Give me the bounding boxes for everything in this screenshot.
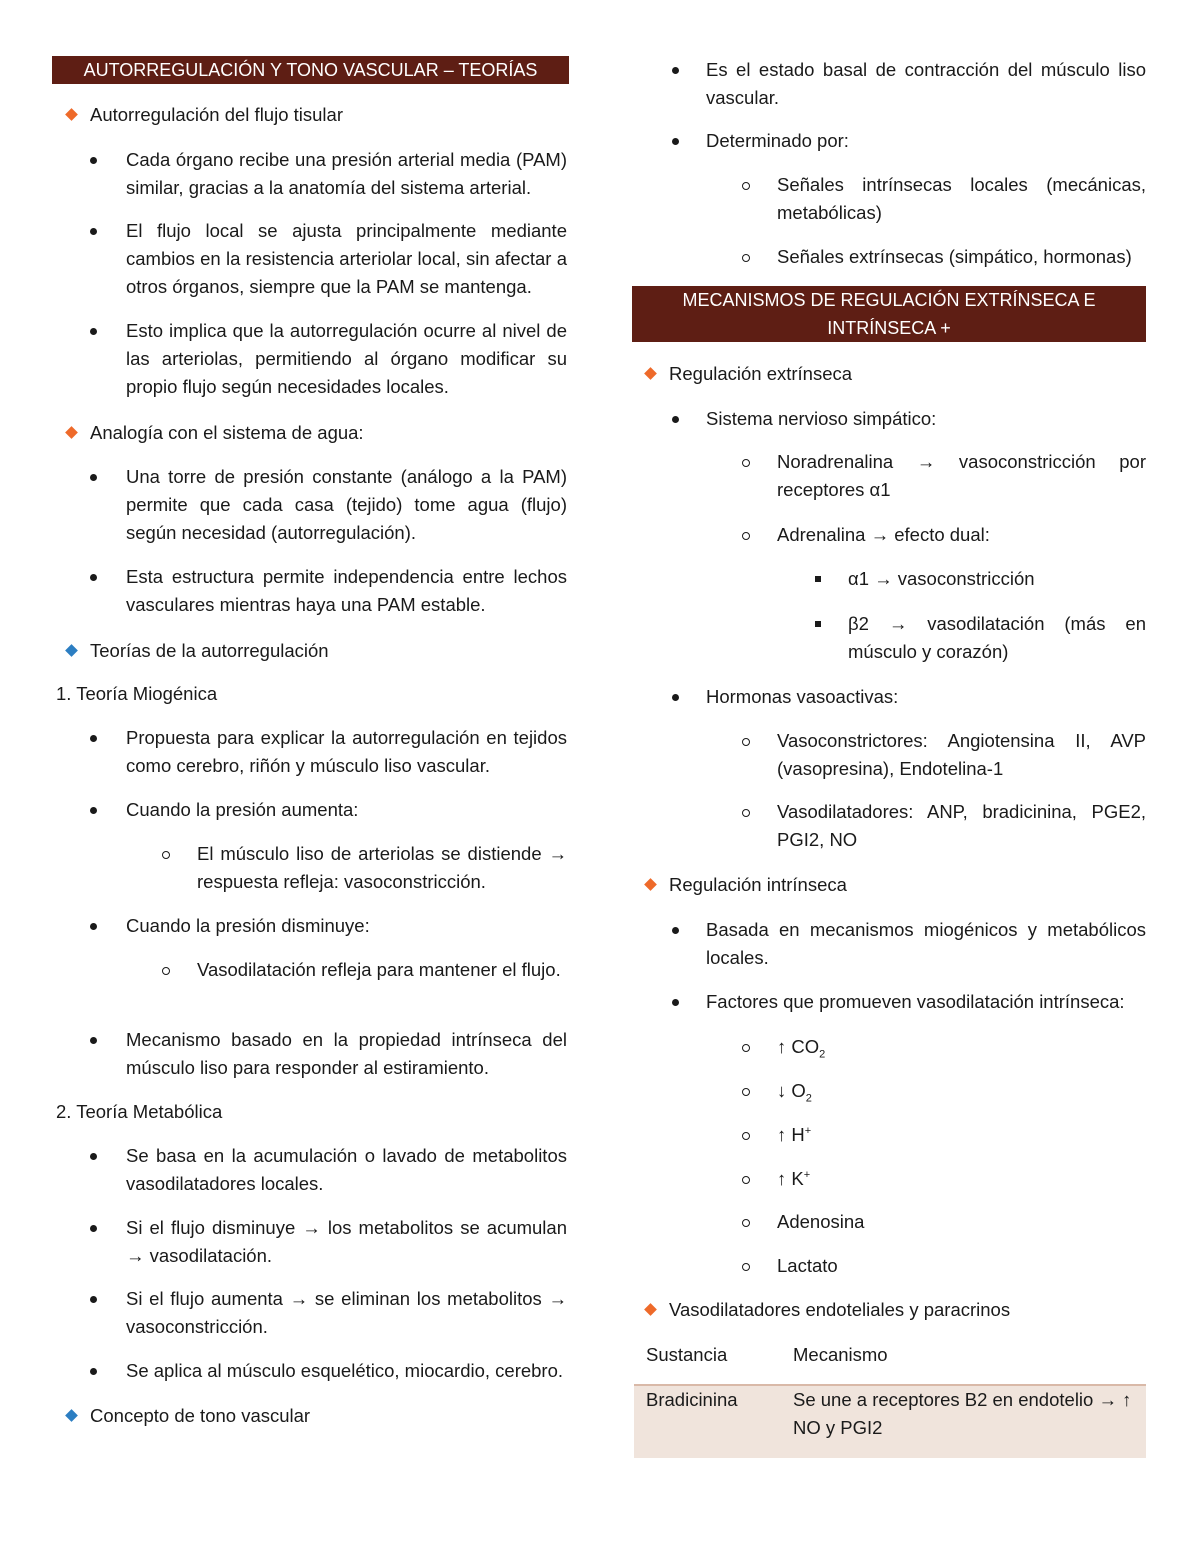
circle-bullet-icon <box>162 967 170 975</box>
bullet-icon <box>90 1296 97 1303</box>
table-row <box>634 1384 1146 1458</box>
circle-bullet-icon <box>162 851 170 859</box>
diamond-bullet-icon <box>65 644 78 657</box>
section-title-banner <box>632 286 1146 366</box>
sub-sub-list-item: β2 → vasodilatación (más en músculo y corazón) <box>848 613 1146 662</box>
factor-text: ↓ O <box>777 1080 806 1101</box>
bullet-icon <box>672 927 679 934</box>
table-header-sustancia: Sustancia <box>646 1344 728 1365</box>
bullet-icon <box>90 228 97 235</box>
factor-subscript: 2 <box>819 1048 826 1061</box>
subheading-vasodilatadores-endoteliales: Vasodilatadores endoteliales y paracrinos <box>669 1299 1011 1320</box>
bullet-icon <box>90 735 97 742</box>
subheading-regulacion-extrinseca: Regulación extrínseca <box>669 363 853 384</box>
subheading-autorregulacion: Autorregulación del flujo tisular <box>90 104 343 125</box>
table-header-mecanismo: Mecanismo <box>793 1344 888 1365</box>
factor-item: Adenosina <box>777 1211 865 1232</box>
factor-text: ↑ CO <box>777 1036 820 1057</box>
bullet-icon <box>90 1153 97 1160</box>
subheading-teorias: Teorías de la autorregulación <box>90 640 329 661</box>
factor-superscript: + <box>804 1124 812 1137</box>
list-item: Hormonas vasoactivas: <box>706 686 899 707</box>
bullet-icon <box>90 1225 97 1232</box>
sub-list-item: Adrenalina → efecto dual: <box>777 524 990 545</box>
diamond-bullet-icon <box>65 426 78 439</box>
bullet-icon <box>672 67 679 74</box>
sub-list-item: Vasoconstrictores: Angiotensina II, AVP (vasopresina), Endotelina-1 <box>777 730 1146 779</box>
factor-subscript: 2 <box>805 1092 812 1105</box>
circle-bullet-icon <box>742 1263 750 1271</box>
circle-bullet-icon <box>742 1088 750 1096</box>
table-cell-sustancia: Bradicinina <box>646 1389 738 1410</box>
factor-text: ↑ H <box>777 1124 805 1145</box>
circle-bullet-icon <box>742 738 750 746</box>
section-title-line: METABOLITOS VASODILATADORES <box>736 346 1042 366</box>
list-item: Sistema nervioso simpático: <box>706 408 937 429</box>
list-item: Propuesta para explicar la autorregulación en tejidos como cerebro, riñón y músculo liso vascular. <box>126 727 567 776</box>
circle-bullet-icon <box>742 459 750 467</box>
bullet-icon <box>672 999 679 1006</box>
circle-bullet-icon <box>742 1176 750 1184</box>
list-item: Determinado por: <box>706 130 849 151</box>
list-item: Si el flujo aumenta → se eliminan los metabolitos → vasoconstricción. <box>126 1288 567 1337</box>
table-cell-mecanismo: Se une a receptores B2 en endotelio → ↑ NO y PGI2 <box>793 1389 1132 1438</box>
list-item: Cada órgano recibe una presión arterial media (PAM) similar, gracias a la anatomía del sistema arterial. <box>126 149 567 198</box>
sub-list-item: Vasodilatadores: ANP, bradicinina, PGE2, PGI2, NO <box>777 801 1146 850</box>
subheading-tono-vascular: Concepto de tono vascular <box>90 1405 311 1426</box>
bullet-icon <box>90 1037 97 1044</box>
factor-item <box>777 1077 1077 1105</box>
section-title: AUTORREGULACIÓN Y TONO VASCULAR – TEORÍAS <box>83 60 538 80</box>
sub-sub-list-item: α1 → vasoconstricción <box>848 568 1035 589</box>
list-item: Cuando la presión aumenta: <box>126 799 359 820</box>
list-item: Si el flujo disminuye → los metabolitos se acumulan → vasodilatación. <box>126 1217 567 1266</box>
subheading-analogia: Analogía con el sistema de agua: <box>90 422 364 443</box>
factor-superscript: + <box>803 1168 811 1181</box>
circle-bullet-icon <box>742 1219 750 1227</box>
subheading-regulacion-intrinseca: Regulación intrínseca <box>669 874 847 895</box>
factor-item: Lactato <box>777 1255 838 1276</box>
list-item: Es el estado basal de contracción del músculo liso vascular. <box>706 59 1146 108</box>
sub-list-item: Noradrenalina → vasoconstricción por receptores α1 <box>777 451 1146 500</box>
list-item: Se aplica al músculo esquelético, miocardio, cerebro. <box>126 1360 564 1381</box>
diamond-bullet-icon <box>644 878 657 891</box>
diamond-bullet-icon <box>65 108 78 121</box>
heading-teoria-miogenica: 1. Teoría Miogénica <box>56 683 218 704</box>
circle-bullet-icon <box>742 532 750 540</box>
section-title-line: MECANISMOS DE REGULACIÓN EXTRÍNSECA E INTRÍNSECA + <box>682 290 1096 338</box>
bullet-icon <box>90 328 97 335</box>
list-item: Una torre de presión constante (análogo a la PAM) permite que cada casa (tejido) tome agua (flujo) según necesidad (autorregulación). <box>126 466 567 543</box>
factor-item <box>777 1121 1077 1149</box>
list-item: Factores que promueven vasodilatación intrínseca: <box>706 991 1125 1012</box>
bullet-icon <box>90 474 97 481</box>
list-item: Esta estructura permite independencia entre lechos vasculares mientras haya una PAM estable. <box>126 566 567 615</box>
list-item: Se basa en la acumulación o lavado de metabolitos vasodilatadores locales. <box>126 1145 567 1194</box>
factor-item <box>777 1165 1077 1193</box>
circle-bullet-icon <box>742 809 750 817</box>
list-item: El flujo local se ajusta principalmente mediante cambios en la resistencia arteriolar local, sin afectar a otros órganos, siempre que la PAM se mantenga. <box>126 220 567 297</box>
sub-list-item: Señales extrínsecas (simpático, hormonas) <box>777 246 1132 267</box>
bullet-icon <box>90 574 97 581</box>
bullet-icon <box>90 157 97 164</box>
bullet-icon <box>672 138 679 145</box>
circle-bullet-icon <box>742 1044 750 1052</box>
diamond-bullet-icon <box>644 1303 657 1316</box>
circle-bullet-icon <box>742 1132 750 1140</box>
circle-bullet-icon <box>742 182 750 190</box>
list-item: Mecanismo basado en la propiedad intrínseca del músculo liso para responder al estiramiento. <box>126 1029 567 1078</box>
bullet-icon <box>90 923 97 930</box>
list-item: Cuando la presión disminuye: <box>126 915 370 936</box>
sub-list-item: Vasodilatación refleja para mantener el flujo. <box>197 959 561 980</box>
bullet-icon <box>672 694 679 701</box>
square-bullet-icon <box>815 576 821 582</box>
sub-list-item: El músculo liso de arteriolas se distiende → respuesta refleja: vasoconstricción. <box>197 843 567 892</box>
list-item: Basada en mecanismos miogénicos y metabólicos locales. <box>706 919 1146 968</box>
heading-teoria-metabolica: 2. Teoría Metabólica <box>56 1101 223 1122</box>
factor-item <box>777 1033 1077 1061</box>
factor-text: ↑ K <box>777 1168 804 1189</box>
diamond-bullet-icon <box>65 1409 78 1422</box>
circle-bullet-icon <box>742 254 750 262</box>
sub-list-item: Señales intrínsecas locales (mecánicas, metabólicas) <box>777 174 1146 223</box>
bullet-icon <box>90 1368 97 1375</box>
square-bullet-icon <box>815 621 821 627</box>
section-title-banner <box>52 56 569 84</box>
list-item: Esto implica que la autorregulación ocurre al nivel de las arteriolas, permitiendo al órgano modificar su propio flujo según necesidades locales. <box>126 320 567 397</box>
bullet-icon <box>90 807 97 814</box>
bullet-icon <box>672 416 679 423</box>
